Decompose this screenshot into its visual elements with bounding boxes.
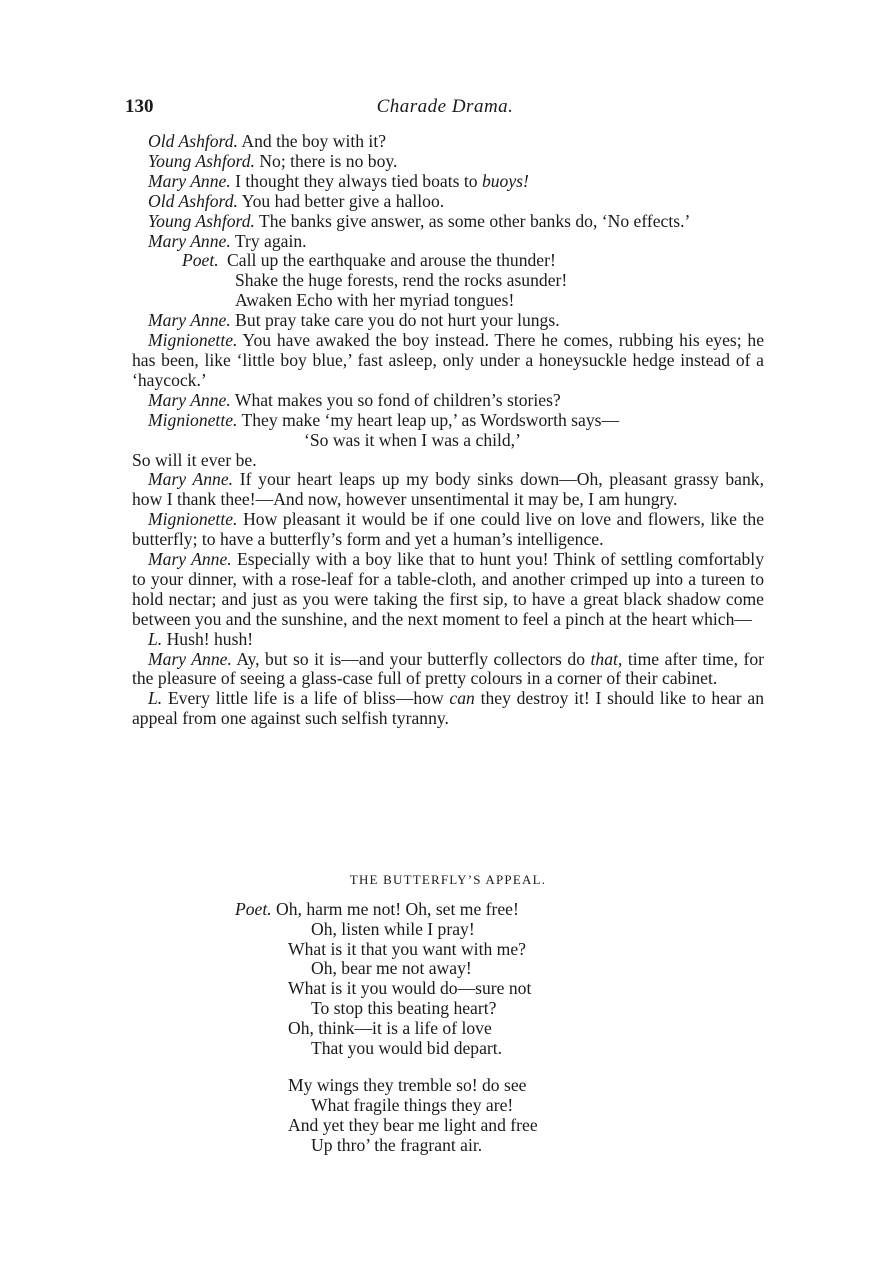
verse-line: Poet. Call up the earthquake and arouse the thunder!	[182, 250, 556, 271]
dialogue-line	[132, 650, 764, 690]
speaker-name: Poet.	[235, 899, 272, 919]
poem-line: Up thro’ the fragrant air.	[311, 1134, 483, 1155]
speech-text: And the boy with it?	[241, 131, 387, 151]
speaker-name: Mary Anne.	[148, 648, 232, 669]
speech-text: What makes you so fond of children’s stories?	[234, 389, 561, 410]
speech-text: They make ‘my heart leap up,’ as Wordsworth says—	[241, 409, 620, 430]
speech-text: If your heart leaps up my body sinks down—Oh, pleasant grassy bank, how I thank thee!—And now, however unsentimental it may be, I am hungry.	[132, 469, 764, 510]
dialogue-line	[132, 689, 764, 729]
poem-line: And yet they bear me light and free	[288, 1114, 538, 1135]
poem-line: What is it that you want with me?	[288, 938, 526, 959]
speaker-name: Mignionette.	[148, 509, 238, 530]
continuation-line: So will it ever be.	[132, 449, 257, 470]
speaker-name: Mary Anne.	[148, 230, 231, 251]
poem-line: What is it you would do—sure not	[288, 978, 532, 999]
poem-line: Oh, listen while I pray!	[311, 918, 475, 939]
wordsworth-quote: ‘So was it when I was a child,’	[304, 429, 521, 450]
speech-text: How pleasant it would be if one could live on love and flowers, like the butterfly; to have a butterfly’s form and yet a human’s intelligence.	[132, 509, 764, 550]
poem-line: My wings they tremble so! do see	[288, 1075, 527, 1096]
speaker-name: Mary Anne.	[148, 170, 231, 191]
speech-text: But pray take care you do not hurt your lungs.	[235, 310, 560, 331]
poem-line: Poet. Oh, harm me not! Oh, set me free!	[235, 899, 519, 919]
speech-text: You have awaked the boy instead. There he comes, rubbing his eyes; he has been, like ‘little boy blue,’ fast asleep, only under a honeysuckle hedge instead of a ‘haycock.’	[132, 330, 765, 390]
dialogue-line	[132, 192, 764, 212]
poem	[235, 900, 655, 1156]
dialogue-line	[132, 411, 764, 431]
speaker-name: Mary Anne.	[148, 549, 232, 570]
speaker-name: L.	[148, 688, 163, 709]
speaker-name: Poet.	[182, 250, 219, 271]
emphasis-text: can	[449, 688, 475, 709]
dialogue-line	[132, 232, 764, 252]
poem-line: Oh, think—it is a life of love	[288, 1017, 492, 1038]
page-number: 130	[125, 96, 154, 117]
body-text	[132, 132, 764, 729]
dialogue-line	[132, 132, 764, 152]
speech-text: time after time, for the pleasure of seeing a glass-case full of pretty colours in a corner of their cabinet.	[132, 648, 765, 689]
speaker-name: Old Ashford.	[148, 190, 238, 211]
poem-title: THE BUTTERFLY’S APPEAL.	[349, 872, 547, 887]
emphasis-text: buoys!	[481, 170, 529, 191]
speech-text: Hush! hush!	[166, 628, 254, 649]
verse-line: Awaken Echo with her myriad tongues!	[235, 290, 515, 311]
speech-text: Ay, but so it is—and your butterfly collectors do	[236, 648, 586, 669]
emphasis-text: that,	[590, 648, 623, 669]
speech-text: The banks give answer, as some other banks do, ‘No effects.’	[259, 210, 691, 231]
dialogue-line	[132, 152, 764, 172]
speech-text: I thought they always tied boats to	[235, 170, 478, 191]
speaker-name: Young Ashford.	[148, 150, 255, 171]
speaker-name: Old Ashford.	[148, 131, 238, 151]
poem-line: That you would bid depart.	[311, 1037, 503, 1058]
dialogue-line	[132, 470, 764, 510]
speaker-name: Young Ashford.	[148, 210, 255, 231]
dialogue-line	[132, 311, 764, 331]
poem-line: Oh, bear me not away!	[311, 958, 472, 979]
poet-verse	[132, 251, 764, 311]
poem-line: To stop this beating heart?	[311, 997, 497, 1018]
speaker-name: L.	[148, 628, 163, 649]
dialogue-line	[132, 510, 764, 550]
page-header	[125, 96, 765, 122]
verse-line: Shake the huge forests, rend the rocks asunder!	[235, 270, 568, 291]
speaker-name: Mignionette.	[148, 409, 238, 430]
stanza-break	[235, 1058, 655, 1076]
poem-line: What fragile things they are!	[311, 1095, 514, 1116]
dialogue-line	[132, 172, 764, 192]
dialogue-line	[132, 331, 764, 391]
dialogue-line	[132, 630, 764, 650]
speaker-name: Mary Anne.	[148, 469, 234, 490]
speech-text: You had better give a halloo.	[241, 190, 445, 211]
speaker-name: Mary Anne.	[148, 310, 231, 331]
speech-text: Every little life is a life of bliss—how	[167, 688, 444, 709]
dialogue-line	[132, 391, 764, 411]
speaker-name: Mary Anne.	[148, 389, 231, 410]
dialogue-line	[132, 212, 764, 232]
speaker-name: Mignionette.	[148, 330, 238, 351]
speech-text: Try again.	[234, 230, 307, 251]
speech-text: they destroy it! I should like to hear an appeal from one against such selfish tyranny.	[132, 688, 764, 729]
running-title: Charade Drama.	[376, 96, 514, 117]
dialogue-line	[132, 550, 764, 630]
speech-text: No; there is no boy.	[259, 150, 398, 171]
speech-text: Especially with a boy like that to hunt you! Think of settling comfortably to your dinner, with a rose-leaf for a table-cloth, and another crimped up into a tureen to hold nectar; and just as you were taking the first sip, to have a great black shadow come between you and the sunshine, and the next moment to feel a pinch at the heart which—	[132, 549, 764, 629]
